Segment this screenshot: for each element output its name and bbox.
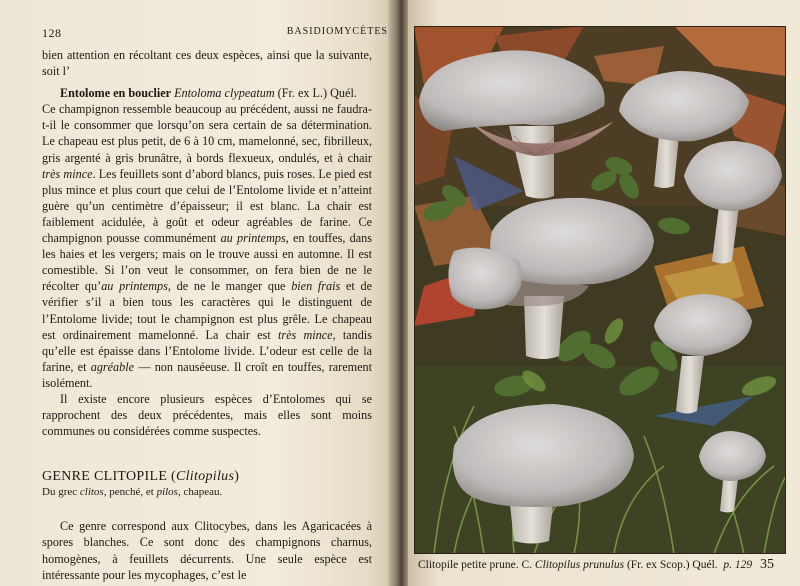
running-title: BASIDIOMYCÈTES (286, 26, 388, 37)
genre-paragraph: Ce genre correspond aux Clitocybes, dans les Agaricacées à spores blanches. Ce sont donc des champignons charnus, homogènes, à feuillets décurrents. Une seule espèce est intéressante pour les mycophages, c’est le (42, 519, 372, 582)
species-name: Entolome en bouclier (60, 86, 172, 101)
related-species-paragraph: Il existe encore plusieurs espèces d’Entolomes qui se rapprochent des deux précédentes, mais elles sont moins communes ou considérées comme suspectes. (42, 391, 372, 439)
body-text (42, 47, 372, 583)
plate-caption: Clitopile petite prune. C. Clitopilus prunulus (Fr. ex Scop.) Quél. p. 129 (418, 559, 753, 571)
description-paragraph: Ce champignon ressemble beaucoup au précédent, aussi ne faudra-t-il le consommer que lorsqu’on sera certain de sa détermination. Le chapeau est plus petit, de 6 à 10 cm, mamelonné, sec, fibrilleux, gris argenté à gris brunâtre, à bords flexueux, ondulés, et à chair très mince. Les feuillets sont d’abord blancs, puis roses. Le pied est plus mince et plus court que celui de l’Entolome livide et n’atteint guère qu’un centimètre d’épaisseur; il est blanc. La chair est faiblement acidulée, à goût et odeur agréables de farine. Ce champignon pousse communément au printemps, en touffes, dans les haies et les vergers; mais on le trouve aussi en automne. Il est comestible. Si l’on veut le consommer, on fera bien de ne le récolter qu’au printemps, de ne le manger que bien frais et de vérifier s’il a bien tous les caractères qui le distinguent de l’Entolome livide; tout le champignon est plus grêle. Le chapeau est ordinairement mamelonné. La chair est très mince, tandis qu’elle est épaisse dans l’Entolome livide. L’odeur est celle de la farine, et agréable — non nauséeuse. Il croît en touffes, rarement isolément. (42, 102, 373, 390)
intro-paragraph: bien attention en récoltant ces deux espèces, ainsi que la suivante, soit l’ (42, 48, 372, 79)
species-authority: (Fr. ex L.) Quél. (277, 86, 357, 101)
species-latin: Entoloma clypeatum (174, 86, 275, 101)
page-number-left: 128 (42, 26, 62, 40)
page-number-right: 35 (760, 557, 774, 572)
right-page (408, 0, 800, 586)
mushroom-illustration (414, 26, 786, 554)
species-paragraph (42, 85, 372, 101)
genre-heading: GENRE CLITOPILE (Clitopilus) (42, 469, 240, 485)
etymology: Du grec clitos, penché, et pilos, chapeau. (42, 486, 223, 499)
